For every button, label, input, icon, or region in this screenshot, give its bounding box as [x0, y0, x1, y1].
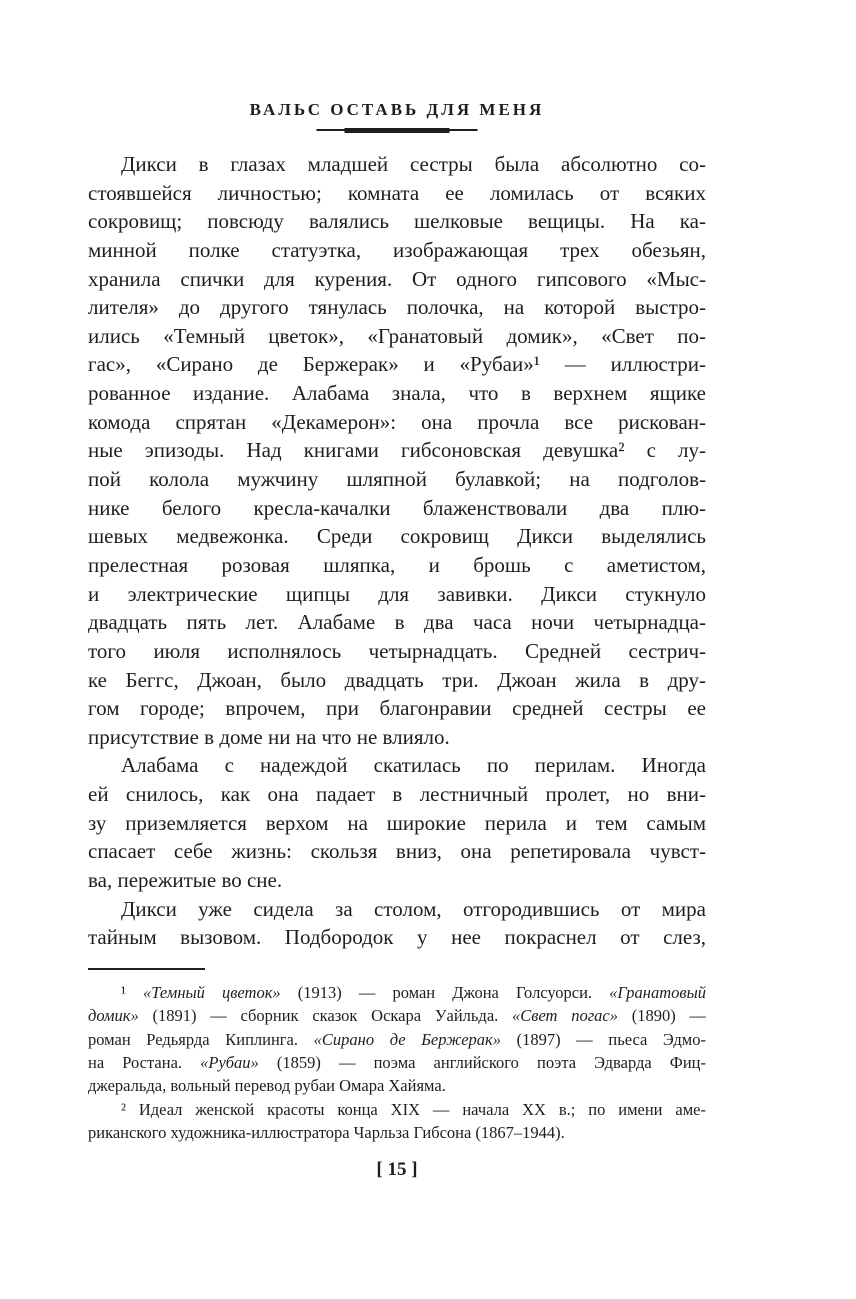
body-text-line: Дикси в глазах младшей сестры была абсолютно со- — [121, 152, 706, 176]
body-text — [88, 150, 706, 952]
running-header: ВАЛЬС ОСТАВЬ ДЛЯ МЕНЯ — [249, 100, 545, 119]
text-column — [88, 0, 706, 1182]
footnote-line: риканского художника-иллюстратора Чарльза Гибсона (1867–1944). — [88, 1123, 565, 1142]
body-text-line: шевых медвежонка. Среди сокровищ Дикси выделялись — [88, 524, 706, 549]
body-text-line: спасает себе жизнь: скользя вниз, она репетировала чувст- — [88, 839, 706, 864]
ornament-thick-line — [345, 128, 450, 133]
footnote-line: ² Идеал женской красоты конца XIX — начала XX в.; по имени аме- — [121, 1099, 706, 1119]
footnote-line: на Ростана. «Рубаи» (1859) — поэма английского поэта Эдварда Фиц- — [88, 1052, 706, 1072]
body-text-line: хранила спички для курения. От одного гипсового «Мыс- — [88, 266, 706, 291]
body-text-line: пой колола мужчину шляпной булавкой; на подголов- — [88, 467, 706, 492]
page-number: [ 15 ] — [376, 1159, 418, 1181]
body-text-line: тайным вызовом. Подбородок у нее покраснел от слез, — [88, 925, 706, 950]
body-text-line: минной полке статуэтка, изображающая трех обезьян, — [88, 237, 706, 262]
footnote-line: домик» (1891) — сборник сказок Оскара Уайльда. «Свет погас» (1890) — — [88, 1006, 706, 1026]
footnotes — [88, 981, 706, 1144]
body-text-line: двадцать пять лет. Алабаме в два часа ночи четырнадца- — [88, 610, 706, 635]
body-text-line: гом городе; впрочем, при благонравии средней сестры ее — [88, 696, 706, 721]
body-text-line: рованное издание. Алабама знала, что в верхнем ящике — [88, 381, 706, 406]
body-text-line: ились «Темный цветок», «Гранатовый домик», «Свет по- — [88, 323, 706, 348]
footnote-line: ¹ «Темный цветок» (1913) — роман Джона Голсуорси. «Гранатовый — [121, 982, 706, 1002]
body-text-line: присутствие в доме ни на что не влияло. — [88, 724, 450, 749]
body-text-line: зу приземляется верхом на широкие перила и тем самым — [88, 810, 706, 835]
body-text-line: того июля исполнялось четырнадцать. Средней сестрич- — [88, 638, 706, 663]
body-text-line: и электрические щипцы для завивки. Дикси стукнуло — [88, 581, 706, 606]
header-ornament-rule — [88, 127, 706, 133]
body-text-line: ные эпизоды. Над книгами гибсоновская девушка² с лу- — [88, 438, 706, 463]
footnote-line: роман Редьярда Киплинга. «Сирано де Бержерак» (1897) — пьеса Эдмо- — [88, 1029, 706, 1049]
body-text-line: ва, пережитые во сне. — [88, 868, 283, 893]
body-text-line: лителя» до другого тянулась полочка, на которой выстро- — [88, 295, 706, 320]
body-text-line: прелестная розовая шляпка, и брошь с аметистом, — [88, 552, 706, 577]
body-text-line: гас», «Сирано де Бержерак» и «Рубаи»¹ — иллюстри- — [88, 352, 706, 377]
body-text-line: стоявшейся личностью; комната ее ломилась от всяких — [88, 180, 706, 205]
footnote-line: джеральда, вольный перевод рубаи Омара Хайяма. — [88, 1076, 446, 1096]
body-text-line: ке Беггс, Джоан, было двадцать три. Джоан жила в дру- — [88, 667, 706, 692]
body-text-line: Алабама с надеждой скатилась по перилам. Иногда — [121, 753, 706, 778]
footnote-separator-rule — [88, 968, 205, 970]
body-text-line: Дикси уже сидела за столом, отгородившись от мира — [121, 896, 706, 921]
body-text-line: ей снилось, как она падает в лестничный пролет, но вни- — [88, 782, 706, 807]
body-text-line: нике белого кресла-качалки блаженствовали два плю- — [88, 495, 706, 520]
body-text-line: сокровищ; повсюду валялись шелковые вещицы. На ка- — [88, 209, 706, 234]
body-text-line: комода спрятан «Декамерон»: она прочла все рискован- — [88, 409, 706, 434]
